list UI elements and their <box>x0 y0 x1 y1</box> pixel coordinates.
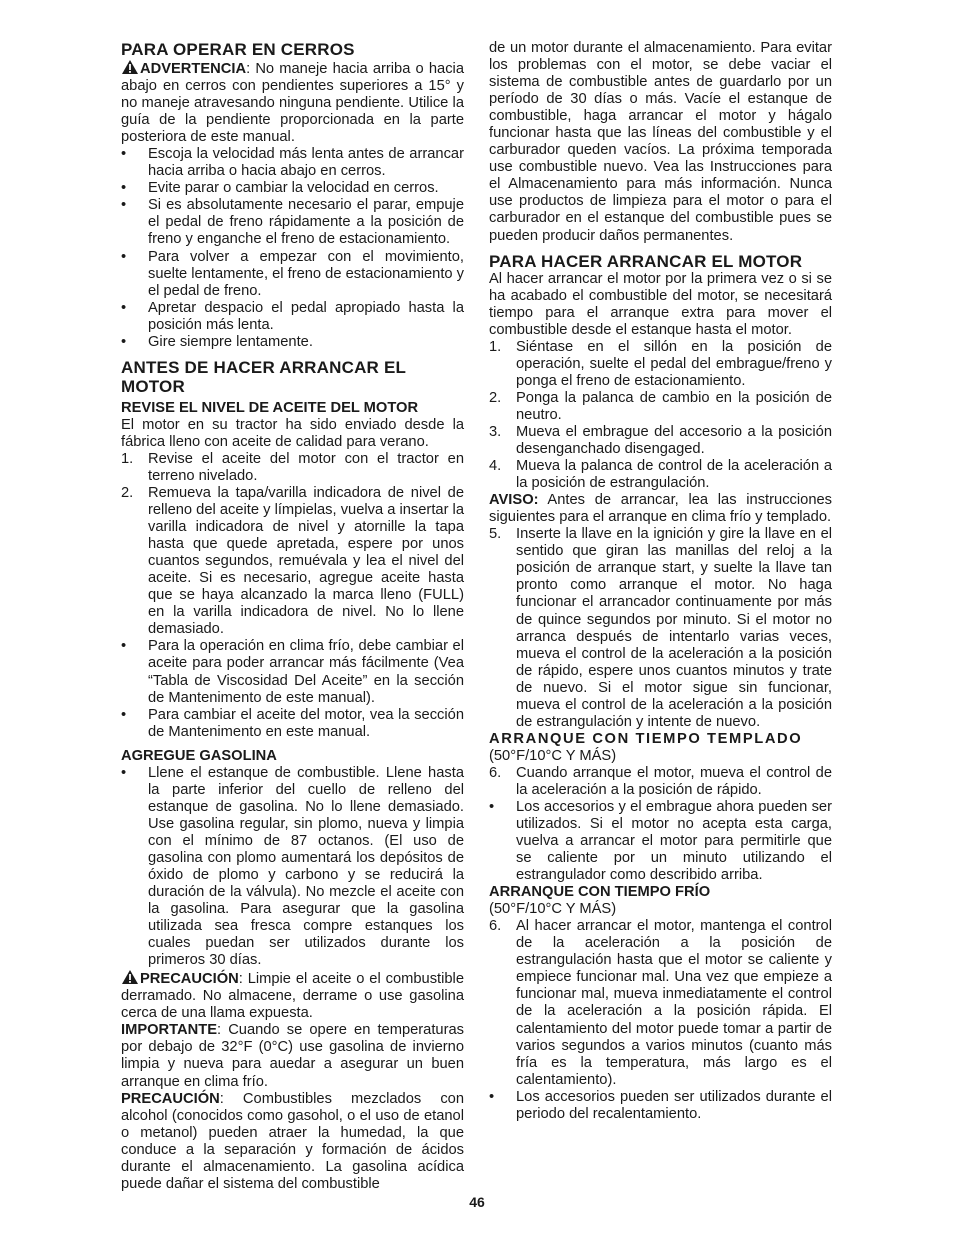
arrancar-intro: Al hacer arrancar el motor por la primera vez o si se ha acabado el combustible del motor, se necesitará tiempo para el arranque extra para mover el combustible desde el estanque hasta el motor. <box>489 270 832 338</box>
right-column <box>489 40 832 1123</box>
list-item: • Gire siempre lentamente. <box>121 333 313 350</box>
templado-bullet <box>489 799 832 884</box>
page-number: 46 <box>469 1194 485 1210</box>
advertencia-label: ADVERTENCIA <box>140 61 247 77</box>
revise-heading: REVISE EL NIVEL DE ACEITE DEL MOTOR <box>121 399 419 416</box>
list-item: • Evite parar o cambiar la velocidad en cerros. <box>121 180 439 197</box>
frio-sub: (50°F/10°C Y MÁS) <box>489 901 617 918</box>
warning-triangle-icon <box>121 59 139 75</box>
aviso-paragraph: AVISO: Antes de arrancar, lea las instrucciones siguientes para el arranque en clima frío y templado. <box>489 492 832 526</box>
list-item: 1. Siéntase en el sillón en la posición de operación, suelte el pedal del embrague/freno y ponga el freno de estacionamiento. <box>489 338 832 389</box>
advertencia-paragraph <box>121 59 464 146</box>
revise-intro: El motor en su tractor ha sido enviado desde la fábrica lleno con aceite de calidad para verano. <box>121 416 464 450</box>
gasolina-heading: AGREGUE GASOLINA <box>121 747 277 764</box>
aviso-label: AVISO: <box>489 492 539 509</box>
arrancar-step5 <box>489 526 832 731</box>
list-item: 6. Cuando arranque el motor, mueva el control de la aceleración a la posición de rápido. <box>489 764 832 798</box>
list-item: • Los accesorios pueden ser utilizados durante el periodo del recalentamiento. <box>489 1088 832 1122</box>
precaucion2-label: PRECAUCIÓN <box>121 1090 220 1107</box>
importante-paragraph: IMPORTANTE: Cuando se opere en temperaturas por debajo de 32°F (0°C) use gasolina de invierno limpia y nueva para auedar a asegurar un buen arranque en clima frío. <box>121 1022 464 1090</box>
frio-heading: ARRANQUE CON TIEMPO FRÍO <box>489 884 711 901</box>
arrancar-steps <box>489 339 832 492</box>
list-item: 2. Remueva la tapa/varilla indicadora de nivel de relleno del aceite y límpielas, vuelva a insertar la varilla indicadora de nivel y atornille la tapa hasta que quede apretada, espere por unos cuantos segundos, remuévala y lea el nivel del aceite. Si es necesario, agregue aceite hasta que se haya alcanzado la marca lleno (FULL) en la varilla indicadora de nivel. No lo llene demasiado. <box>121 484 464 638</box>
warning-triangle-icon <box>121 969 139 985</box>
precaucion2-paragraph: PRECAUCIÓN: Combustibles mezclados con alcohol (conocidos como gasohol, o el uso de etanol o metanol) pueden atraer la humedad, la que conduce a la separación y formación de ácidos durante el almacenamiento. La gasolina acídica puede dañar el sistema del combustible <box>121 1090 464 1192</box>
advertencia-text: : No maneje hacia arriba o hacia abajo en cerros con pendientes superiores a 15° y no maneje atravesando ninguna pendiente. Utilice la guía de la pendiente proporcionada en la parte posteriora de este manual. <box>121 61 464 146</box>
list-item: • Llene el estanque de combustible. Llene hasta la parte inferior del cuello de relleno del estanque de gasolina. No lo llene demasiado. Use gasolina regular, sin plomo, nueva y limpia con el mínimo de 87 octanos. (El uso de gasolina con plomo aumentará los depósitos de óxido de plomo y carbono y se reducirá la duración de la válvula). No mezcle el aceite con la gasolina. Para asegurar que la gasolina utilizada sea fresca compre estanques los cuales puedan ser utilizados durante los primeros 30 días. <box>121 764 464 969</box>
revise-bullets <box>121 638 464 740</box>
list-item: 6. Al hacer arrancar el motor, mantenga el control de la aceleración a la posición de estrangulación hasta que el motor se caliente y empiece funcionar mal. Una vez que empieze a funcionar mal, mueva inmediatamente el control de la aceleración a la posición rápida. El calentamiento del motor puede tomar a partir de varios segundos a varios minutos (cuanto más fría es la temperatura, más largo es el calentamiento). <box>489 918 832 1088</box>
frio-bullet <box>489 1089 832 1123</box>
list-item: • Los accesorios y el embrague ahora pueden ser utilizados. Si el motor no acepta esta carga, vuelva a arrancar el motor para permitirle que se caliente por un minuto utilizando el estrangulador como describido arriba. <box>489 798 832 884</box>
list-item: • Escoja la velocidad más lenta antes de arrancar hacia arriba o hacia abajo en cerros. <box>121 146 464 180</box>
list-item: • Para cambiar el aceite del motor, vea la sección de Mantenimento en este manual. <box>121 706 464 740</box>
list-item: • Para volver a empezar con el movimiento, suelte lentamente, el freno de estacionamiento y el pedal de freno. <box>121 248 464 299</box>
list-item: 3. Mueva el embrague del accesorio a la posición desenganchado disengaged. <box>489 423 832 458</box>
precaucion-label: PRECAUCIÓN <box>140 971 239 988</box>
list-item: • Para la operación en clima frío, debe cambiar el aceite para poder arrancar más fácilmente (Vea “Tabla de Viscosidad Del Aceite” en la sección de Mantenimento de este manual). <box>121 638 464 706</box>
cerros-bullet-list <box>121 146 464 351</box>
list-item: 4. Mueva la palanca de control de la aceleración a la posición de estrangulación. <box>489 458 832 492</box>
precaucion-paragraph: PRECAUCIÓN: Limpie el aceite o el combustible derramado. No almacene, derrame o use gasolina cerca de una llama expuesta. <box>121 971 464 1022</box>
importante-label: IMPORTANTE <box>121 1022 218 1039</box>
frio-step <box>489 918 832 1088</box>
list-item: • Si es absolutamente necesario el parar, empuje el pedal de freno rápidamente a la posición de freno y enganche el freno de estacionamiento. <box>121 197 464 248</box>
revise-steps <box>121 451 464 639</box>
templado-heading: ARRANQUE CON TIEMPO TEMPLADO <box>489 730 803 747</box>
templado-sub: (50°F/10°C Y MÁS) <box>489 747 617 764</box>
cerros-heading: PARA OPERAR EN CERROS <box>121 40 355 59</box>
list-item: 5. Inserte la llave en la ignición y gire la llave en el sentido que giran las manillas del reloj a la posición de arranque start, y suelte la llave tan pronto como arranque el motor. No haga funcionar el arrancador continuamente por más de quince segundos por minuto. Si el motor no arranca después de intentarlo varias veces, mueva el control de la aceleración a la posición de rápido, espere unos cuantos minutos y trate de nuevo. Si el motor sigue sin funcionar, mueva el control de la aceleración a la posición de estrangulación y intente de nuevo. <box>489 526 832 730</box>
antes-heading: ANTES DE HACER ARRANCAR EL MOTOR <box>121 357 406 396</box>
continued-paragraph: de un motor durante el almacenamiento. Para evitar los problemas con el motor, se debe vaciar el sistema de combustible antes de guardarlo por un período de 30 días o más. Vacíe el estanque de combustible, haga arrancar el motor y hágalo funcionar hasta que las líneas del combustible y el carburador queden vacíos. La próxima temporada use combustible nuevo. Vea las Instrucciones para el Almacenamiento para más información. Nunca use productos de limpieza para el motor o para el carburador en el estanque del combustible pues se pueden producir daños permanentes. <box>489 40 832 244</box>
list-item: • Apretar despacio el pedal apropiado hasta la posición más lenta. <box>121 299 464 333</box>
gasolina-bullets <box>121 765 464 970</box>
left-column <box>121 40 464 1193</box>
list-item: 1. Revise el aceite del motor con el tractor en terreno nivelado. <box>121 450 464 484</box>
arrancar-heading: PARA HACER ARRANCAR EL MOTOR <box>489 251 803 271</box>
list-item: 2. Ponga la palanca de cambio en la posición de neutro. <box>489 389 832 423</box>
templado-step <box>489 765 832 799</box>
